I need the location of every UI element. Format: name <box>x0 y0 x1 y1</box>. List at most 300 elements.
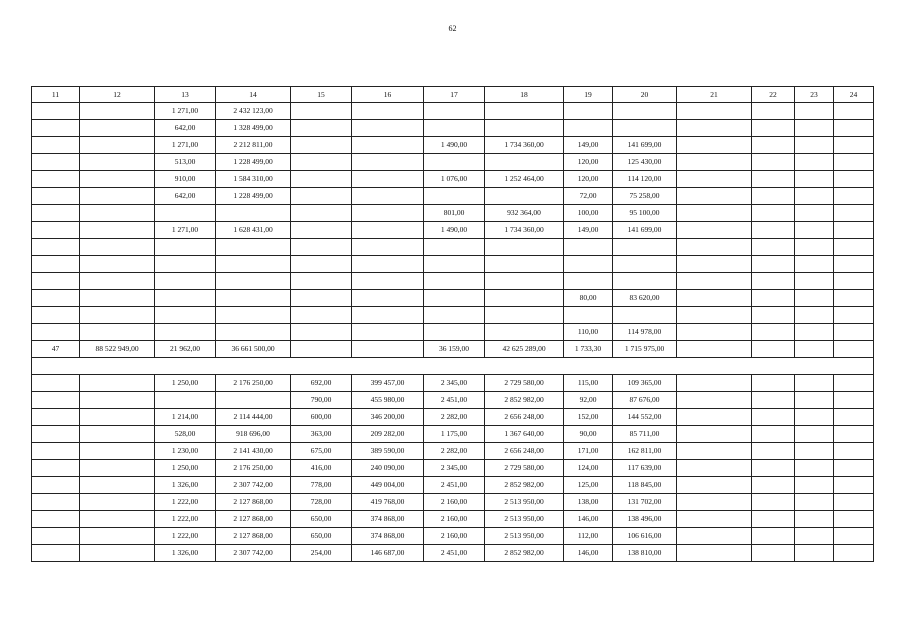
table-cell: 18 <box>485 87 564 103</box>
table-cell: 138,00 <box>564 494 613 511</box>
table-cell <box>677 409 752 426</box>
table-cell <box>291 120 352 137</box>
table-cell: 120,00 <box>564 154 613 171</box>
table-cell: 2 160,00 <box>424 528 485 545</box>
table-cell <box>795 545 834 562</box>
table-cell: 910,00 <box>155 171 216 188</box>
table-row <box>32 205 874 222</box>
table-cell <box>677 103 752 120</box>
table-cell <box>752 273 795 290</box>
table-cell: 2 432 123,00 <box>216 103 291 120</box>
table-cell: 83 620,00 <box>613 290 677 307</box>
table-cell <box>677 545 752 562</box>
table-cell <box>80 222 155 239</box>
table-cell: 120,00 <box>564 171 613 188</box>
table-cell <box>424 239 485 256</box>
table-cell: 1 222,00 <box>155 494 216 511</box>
table-cell <box>32 171 80 188</box>
table-cell <box>834 426 874 443</box>
table-cell <box>795 375 834 392</box>
table-cell: 675,00 <box>291 443 352 460</box>
table-cell: 88 522 949,00 <box>80 341 155 358</box>
table-cell <box>216 290 291 307</box>
table-cell <box>677 137 752 154</box>
table-cell <box>32 511 80 528</box>
data-table <box>31 86 874 562</box>
table-cell: 115,00 <box>564 375 613 392</box>
table-cell <box>834 460 874 477</box>
table-cell <box>352 137 424 154</box>
table-cell <box>834 511 874 528</box>
table-cell <box>752 120 795 137</box>
table-cell: 2 729 580,00 <box>485 375 564 392</box>
table-cell <box>834 205 874 222</box>
table-cell: 1 228 499,00 <box>216 154 291 171</box>
table-cell: 2 127 868,00 <box>216 494 291 511</box>
table-cell <box>795 171 834 188</box>
table-cell <box>613 120 677 137</box>
table-cell <box>352 222 424 239</box>
table-cell <box>564 307 613 324</box>
column-header-row <box>32 87 874 103</box>
table-cell <box>752 443 795 460</box>
table-cell: 42 625 289,00 <box>485 341 564 358</box>
table-cell <box>834 443 874 460</box>
table-cell <box>795 273 834 290</box>
table-cell <box>291 103 352 120</box>
table-cell <box>752 477 795 494</box>
table-cell <box>352 341 424 358</box>
table-cell <box>424 273 485 290</box>
table-cell <box>291 222 352 239</box>
table-cell <box>155 392 216 409</box>
table-cell: 918 696,00 <box>216 426 291 443</box>
table-cell: 2 212 811,00 <box>216 137 291 154</box>
table-row <box>32 239 874 256</box>
table-cell: 117 639,00 <box>613 460 677 477</box>
table-cell <box>424 307 485 324</box>
table-cell: 20 <box>613 87 677 103</box>
table-cell: 455 980,00 <box>352 392 424 409</box>
table-row <box>32 137 874 154</box>
table-cell <box>795 443 834 460</box>
table-cell: 1 175,00 <box>424 426 485 443</box>
table-cell <box>564 120 613 137</box>
table-cell <box>352 103 424 120</box>
table-cell <box>677 154 752 171</box>
table-cell: 1 222,00 <box>155 528 216 545</box>
table-cell: 90,00 <box>564 426 613 443</box>
table-cell: 85 711,00 <box>613 426 677 443</box>
table-cell <box>834 324 874 341</box>
table-cell <box>291 171 352 188</box>
table-cell: 1 734 360,00 <box>485 137 564 154</box>
table-cell <box>795 103 834 120</box>
table-cell <box>485 188 564 205</box>
table-cell <box>32 307 80 324</box>
table-cell <box>752 460 795 477</box>
table-cell: 2 451,00 <box>424 477 485 494</box>
table-cell <box>32 443 80 460</box>
table-cell <box>291 290 352 307</box>
table-cell <box>32 290 80 307</box>
table-cell <box>485 273 564 290</box>
table-cell: 1 250,00 <box>155 375 216 392</box>
table-cell: 2 513 950,00 <box>485 528 564 545</box>
table-row <box>32 341 874 358</box>
table-cell: 2 160,00 <box>424 511 485 528</box>
table-cell <box>752 103 795 120</box>
table-cell: 513,00 <box>155 154 216 171</box>
section-separator <box>32 358 874 375</box>
table-cell <box>80 188 155 205</box>
table-cell <box>613 273 677 290</box>
table-cell: 141 699,00 <box>613 222 677 239</box>
table-cell <box>485 154 564 171</box>
table-cell <box>752 137 795 154</box>
table-cell: 1 715 975,00 <box>613 341 677 358</box>
table-cell <box>752 256 795 273</box>
table-cell <box>564 273 613 290</box>
table-cell: 162 811,00 <box>613 443 677 460</box>
table-cell <box>32 477 80 494</box>
table-row <box>32 477 874 494</box>
table-cell <box>291 137 352 154</box>
table-cell: 1 271,00 <box>155 222 216 239</box>
table-row <box>32 392 874 409</box>
table-cell <box>834 494 874 511</box>
table-cell: 1 733,30 <box>564 341 613 358</box>
table-cell <box>834 392 874 409</box>
table-cell <box>752 188 795 205</box>
table-cell <box>32 392 80 409</box>
table-cell <box>677 222 752 239</box>
table-cell <box>352 205 424 222</box>
table-cell: 692,00 <box>291 375 352 392</box>
table-cell <box>80 307 155 324</box>
table-cell: 2 513 950,00 <box>485 511 564 528</box>
table-cell <box>352 324 424 341</box>
table-cell: 146,00 <box>564 511 613 528</box>
table-cell <box>752 409 795 426</box>
table-cell <box>80 120 155 137</box>
table-cell <box>752 205 795 222</box>
table-row <box>32 273 874 290</box>
table-cell: 1 367 640,00 <box>485 426 564 443</box>
table-cell <box>752 171 795 188</box>
table-cell <box>677 205 752 222</box>
table-cell: 13 <box>155 87 216 103</box>
table-cell <box>677 239 752 256</box>
table-cell: 114 120,00 <box>613 171 677 188</box>
table-cell <box>352 256 424 273</box>
table-cell <box>677 494 752 511</box>
table-cell <box>613 256 677 273</box>
table-cell <box>155 324 216 341</box>
table-cell: 728,00 <box>291 494 352 511</box>
table-cell <box>80 103 155 120</box>
table-row <box>32 426 874 443</box>
table-cell: 419 768,00 <box>352 494 424 511</box>
table-cell: 138 496,00 <box>613 511 677 528</box>
table-cell: 1 326,00 <box>155 545 216 562</box>
table-cell <box>677 528 752 545</box>
table-cell <box>677 290 752 307</box>
table-row <box>32 256 874 273</box>
table-cell <box>834 273 874 290</box>
table-cell <box>485 256 564 273</box>
table-cell <box>216 205 291 222</box>
table-cell <box>795 494 834 511</box>
table-cell: 2 160,00 <box>424 494 485 511</box>
table-cell <box>677 188 752 205</box>
table-cell: 2 127 868,00 <box>216 511 291 528</box>
table-cell <box>677 443 752 460</box>
table-cell <box>677 392 752 409</box>
table-cell <box>752 239 795 256</box>
table-cell: 240 090,00 <box>352 460 424 477</box>
table-cell: 92,00 <box>564 392 613 409</box>
table-cell <box>155 205 216 222</box>
table-cell <box>32 222 80 239</box>
table-cell <box>752 154 795 171</box>
table-cell: 146,00 <box>564 545 613 562</box>
table-cell: 149,00 <box>564 222 613 239</box>
table-row <box>32 409 874 426</box>
table-cell <box>352 273 424 290</box>
table-cell: 1 584 310,00 <box>216 171 291 188</box>
table-cell <box>352 120 424 137</box>
table-cell <box>291 239 352 256</box>
table-cell: 2 852 982,00 <box>485 477 564 494</box>
table-cell: 2 451,00 <box>424 545 485 562</box>
table-cell: 932 364,00 <box>485 205 564 222</box>
table-cell: 36 159,00 <box>424 341 485 358</box>
table-cell <box>795 205 834 222</box>
table-cell: 449 004,00 <box>352 477 424 494</box>
table-cell: 152,00 <box>564 409 613 426</box>
table-cell: 209 282,00 <box>352 426 424 443</box>
table-cell: 15 <box>291 87 352 103</box>
table-cell <box>752 341 795 358</box>
table-cell <box>795 324 834 341</box>
table-cell <box>752 545 795 562</box>
table-cell <box>677 171 752 188</box>
table-cell <box>80 409 155 426</box>
table-cell: 12 <box>80 87 155 103</box>
table-cell <box>834 120 874 137</box>
table-cell: 110,00 <box>564 324 613 341</box>
table-cell <box>216 256 291 273</box>
table-cell <box>155 290 216 307</box>
table-cell <box>80 528 155 545</box>
table-cell <box>613 307 677 324</box>
table-cell <box>752 494 795 511</box>
table-cell <box>564 256 613 273</box>
table-cell <box>834 256 874 273</box>
table-row <box>32 307 874 324</box>
table-cell <box>80 273 155 290</box>
table-cell: 650,00 <box>291 528 352 545</box>
table-cell: 1 250,00 <box>155 460 216 477</box>
table-cell <box>352 239 424 256</box>
table-cell <box>834 528 874 545</box>
table-cell <box>834 103 874 120</box>
table-cell <box>80 375 155 392</box>
table-cell <box>752 426 795 443</box>
table-cell <box>80 239 155 256</box>
table-row <box>32 171 874 188</box>
table-cell <box>795 120 834 137</box>
table-row <box>32 324 874 341</box>
table-cell <box>80 137 155 154</box>
table-cell: 1 490,00 <box>424 137 485 154</box>
table-cell <box>424 120 485 137</box>
table-cell: 374 868,00 <box>352 528 424 545</box>
table-cell: 1 326,00 <box>155 477 216 494</box>
table-cell <box>352 171 424 188</box>
table-cell <box>80 392 155 409</box>
table-cell: 778,00 <box>291 477 352 494</box>
table-cell: 1 271,00 <box>155 103 216 120</box>
table-cell <box>80 154 155 171</box>
table-cell <box>834 188 874 205</box>
table-cell: 374 868,00 <box>352 511 424 528</box>
table-cell <box>32 375 80 392</box>
table-cell: 47 <box>32 341 80 358</box>
table-cell <box>80 290 155 307</box>
table-cell <box>80 205 155 222</box>
table-cell: 2 852 982,00 <box>485 545 564 562</box>
table-cell: 1 734 360,00 <box>485 222 564 239</box>
table-cell <box>485 290 564 307</box>
table-cell <box>80 477 155 494</box>
table-cell <box>80 494 155 511</box>
table-cell <box>291 154 352 171</box>
table-cell: 138 810,00 <box>613 545 677 562</box>
table-cell: 14 <box>216 87 291 103</box>
table-cell <box>216 239 291 256</box>
table-cell <box>424 290 485 307</box>
table-cell <box>32 545 80 562</box>
table-cell: 131 702,00 <box>613 494 677 511</box>
table-row <box>32 120 874 137</box>
table-cell <box>752 375 795 392</box>
table-cell: 790,00 <box>291 392 352 409</box>
table-cell <box>485 103 564 120</box>
table-cell <box>795 239 834 256</box>
table-cell <box>752 222 795 239</box>
table-cell <box>613 239 677 256</box>
table-cell: 36 661 500,00 <box>216 341 291 358</box>
table-cell <box>485 307 564 324</box>
table-cell <box>80 324 155 341</box>
table-cell <box>352 154 424 171</box>
table-row <box>32 188 874 205</box>
table-cell <box>677 273 752 290</box>
table-cell <box>752 290 795 307</box>
table-cell: 2 345,00 <box>424 460 485 477</box>
table-cell <box>834 171 874 188</box>
table-cell <box>752 307 795 324</box>
table-row <box>32 222 874 239</box>
table-cell: 23 <box>795 87 834 103</box>
table-cell: 100,00 <box>564 205 613 222</box>
table-cell <box>795 426 834 443</box>
table-cell <box>834 154 874 171</box>
table-cell <box>32 154 80 171</box>
table-cell: 21 <box>677 87 752 103</box>
table-cell <box>677 256 752 273</box>
table-cell: 2 141 430,00 <box>216 443 291 460</box>
table-cell <box>424 188 485 205</box>
table-cell: 2 513 950,00 <box>485 494 564 511</box>
table-cell <box>795 341 834 358</box>
table-cell <box>155 307 216 324</box>
table-cell: 171,00 <box>564 443 613 460</box>
table-cell: 642,00 <box>155 120 216 137</box>
table-cell <box>291 307 352 324</box>
table-cell <box>424 103 485 120</box>
table-cell <box>80 426 155 443</box>
table-cell: 1 490,00 <box>424 222 485 239</box>
table-cell: 106 616,00 <box>613 528 677 545</box>
table-cell <box>677 120 752 137</box>
table-cell <box>834 290 874 307</box>
table-cell <box>752 528 795 545</box>
table-cell: 124,00 <box>564 460 613 477</box>
table-cell <box>485 324 564 341</box>
table-cell: 1 228 499,00 <box>216 188 291 205</box>
table-cell <box>32 205 80 222</box>
table-cell: 22 <box>752 87 795 103</box>
table-cell <box>795 222 834 239</box>
table-cell <box>795 460 834 477</box>
table-row <box>32 545 874 562</box>
table-cell: 2 656 248,00 <box>485 443 564 460</box>
table-cell <box>32 324 80 341</box>
table-cell <box>32 256 80 273</box>
table-cell: 2 656 248,00 <box>485 409 564 426</box>
table-cell <box>291 273 352 290</box>
table-cell <box>834 307 874 324</box>
table-cell <box>424 154 485 171</box>
table-cell: 1 328 499,00 <box>216 120 291 137</box>
table-cell: 149,00 <box>564 137 613 154</box>
table-cell: 2 307 742,00 <box>216 477 291 494</box>
table-cell: 2 451,00 <box>424 392 485 409</box>
table-cell <box>291 341 352 358</box>
table-cell <box>752 511 795 528</box>
separator-cell <box>32 358 874 375</box>
table-cell: 2 176 250,00 <box>216 460 291 477</box>
table-cell: 114 978,00 <box>613 324 677 341</box>
table-cell <box>564 103 613 120</box>
table-cell: 17 <box>424 87 485 103</box>
table-cell: 21 962,00 <box>155 341 216 358</box>
table-cell <box>795 290 834 307</box>
table-cell: 146 687,00 <box>352 545 424 562</box>
table-row <box>32 103 874 120</box>
table-cell <box>795 409 834 426</box>
table-cell: 416,00 <box>291 460 352 477</box>
table-cell <box>677 477 752 494</box>
table-cell: 2 282,00 <box>424 409 485 426</box>
table-cell <box>291 256 352 273</box>
table-cell <box>795 392 834 409</box>
table-cell <box>216 273 291 290</box>
table-row <box>32 460 874 477</box>
